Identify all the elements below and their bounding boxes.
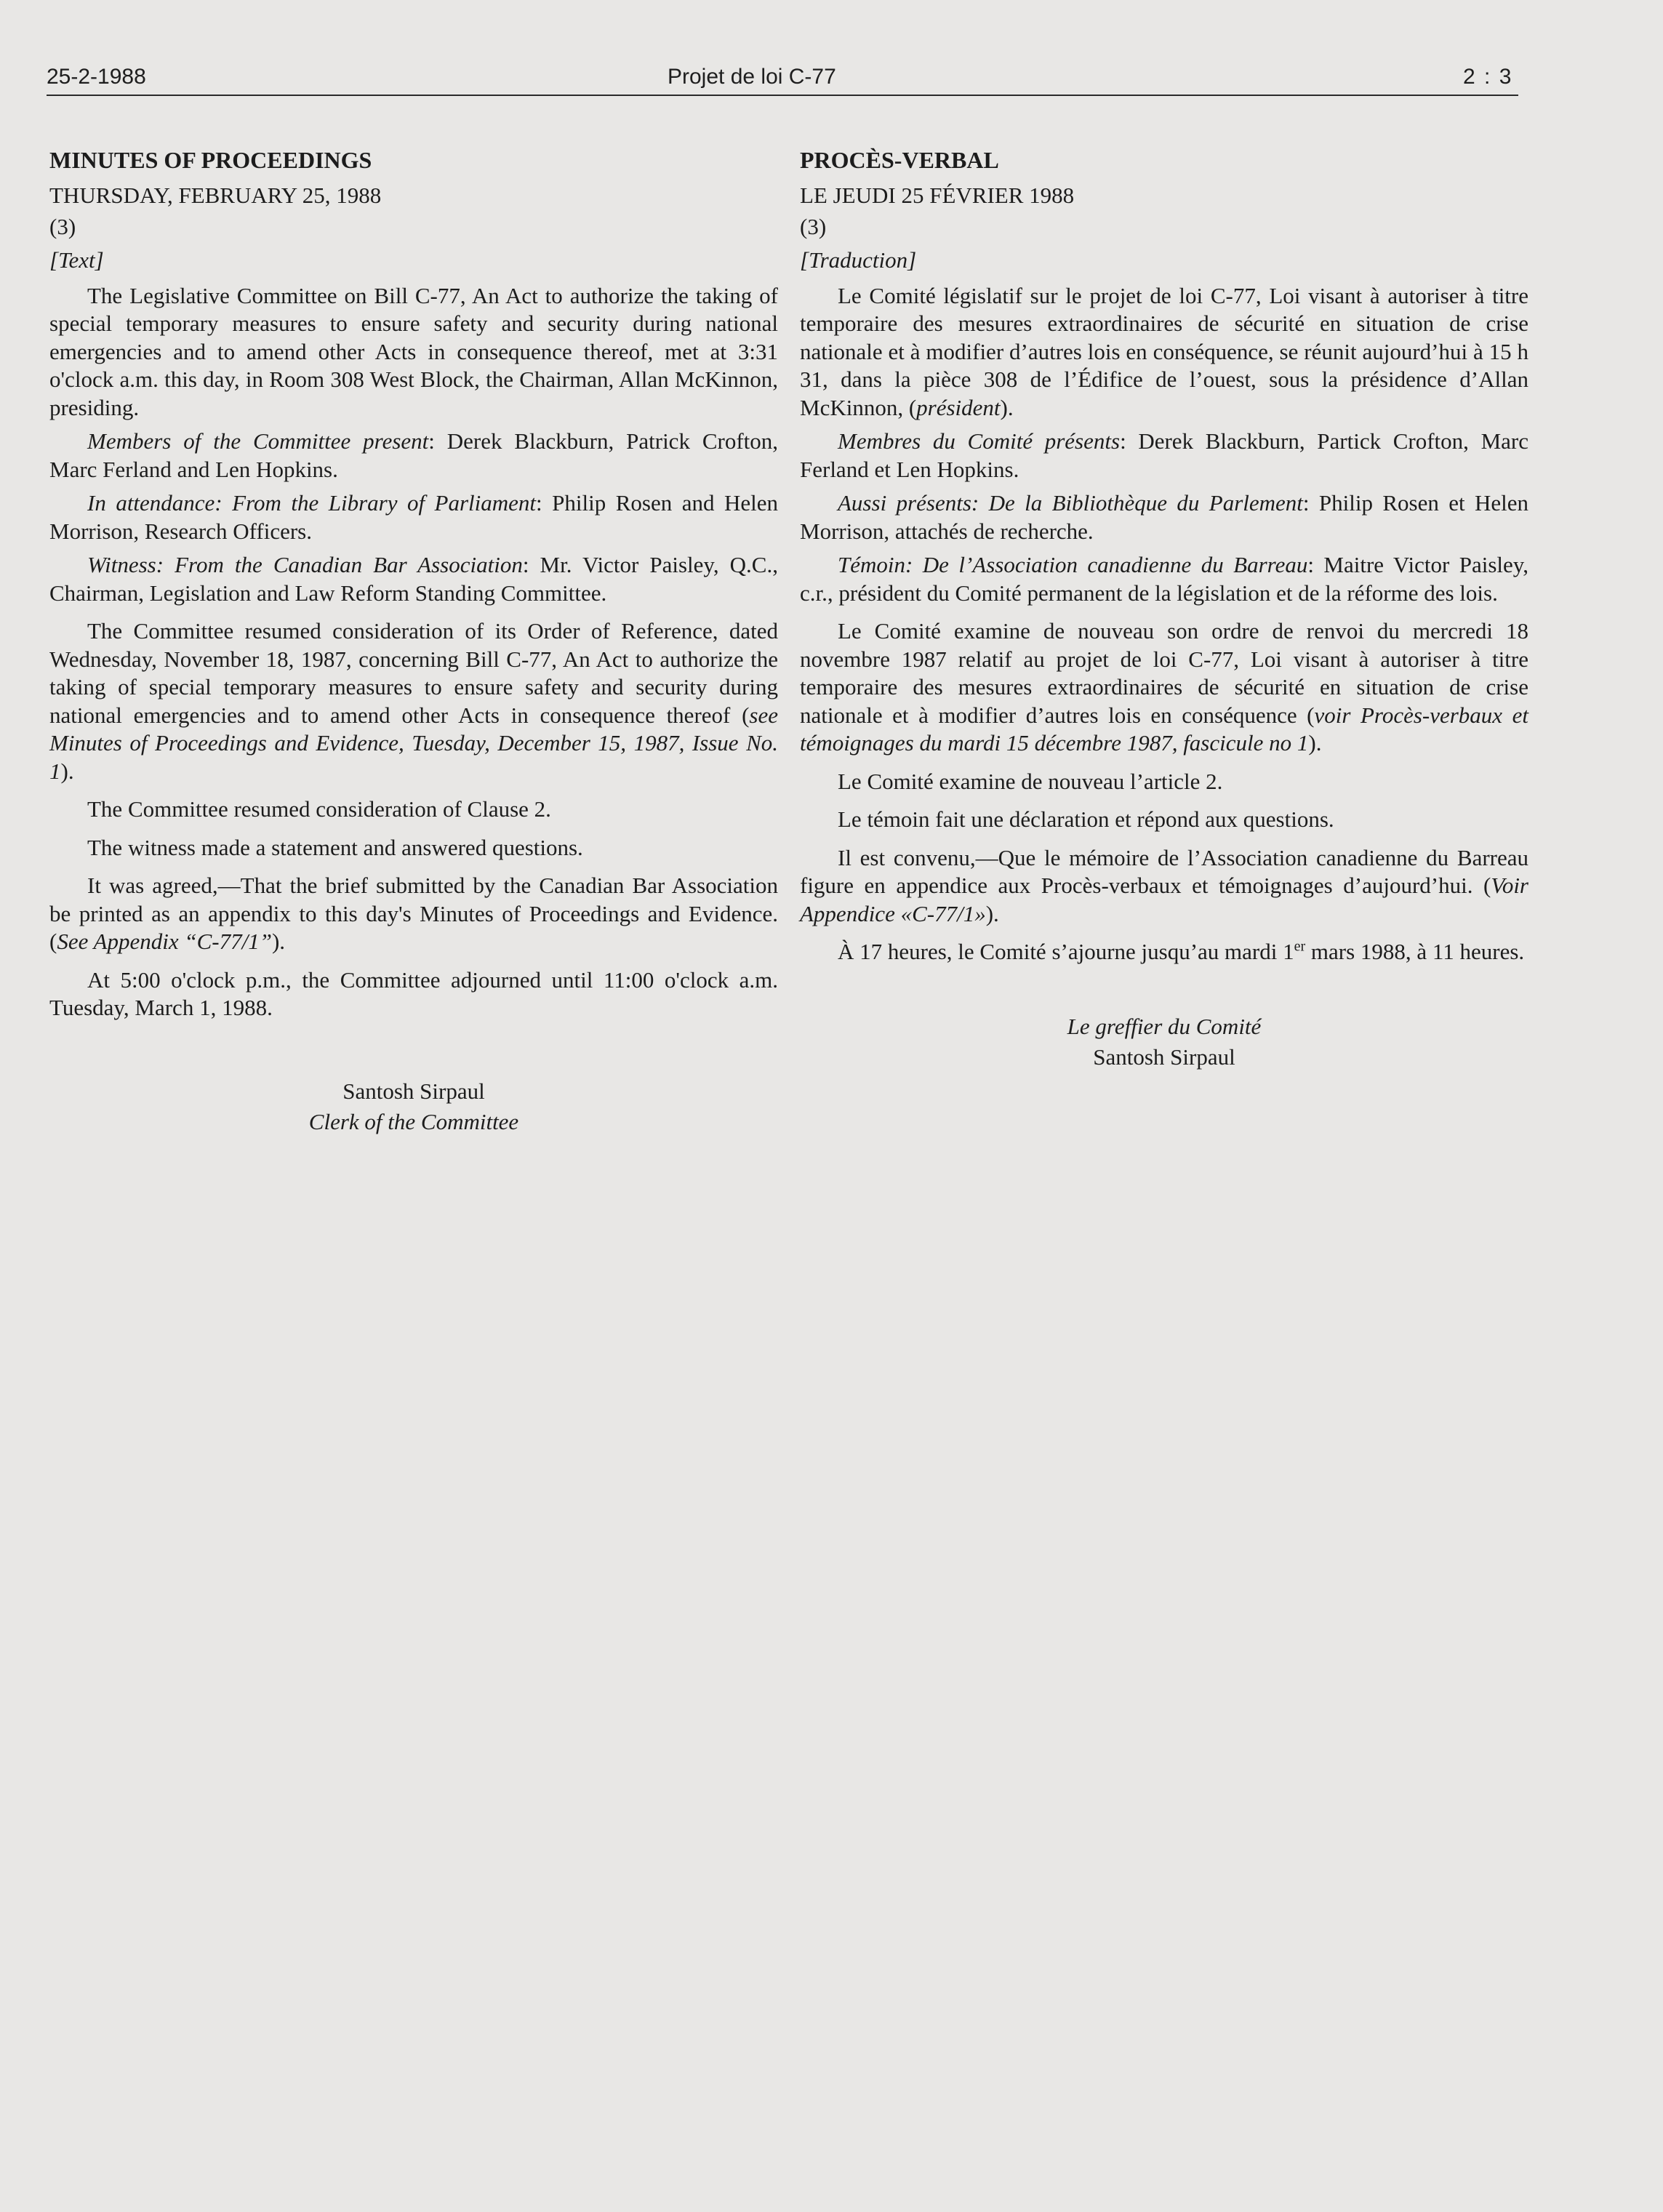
en-date-line: THURSDAY, FEBRUARY 25, 1988 xyxy=(49,183,382,208)
en-text-tag: [Text] xyxy=(49,247,104,273)
en-attendance-text: : Philip Rosen and Helen Morrison, Research Officers. xyxy=(49,490,778,544)
en-paragraph-witness xyxy=(49,551,778,607)
fr-paragraph-witness-statement: Le témoin fait une déclaration et répond aux questions. xyxy=(838,806,1334,832)
fr-order-text: Le Comité examine de nouveau son ordre de renvoi du mercredi 18 novembre 1987 relatif au projet de loi C-77, Loi visant à autoriser à titre temporaire des mesures extraordinaires de sécurité en situation de crise nationale et à modifier d’autres lois en conséquence ( xyxy=(800,618,1528,728)
fr-adjourned-text: À 17 heures, le Comité s’ajourne jusqu’au mardi 1 xyxy=(838,939,1294,964)
header-page-number: 2 : 3 xyxy=(1463,65,1513,89)
header-rule xyxy=(47,95,1518,96)
header-title: Projet de loi C-77 xyxy=(668,65,836,89)
en-paragraph-members xyxy=(49,428,778,484)
fr-paragraph-members xyxy=(800,428,1528,484)
fr-agreed-end: ). xyxy=(985,900,999,926)
english-column xyxy=(49,145,778,1137)
fr-paragraph-attendance xyxy=(800,489,1528,545)
fr-meeting-text: Le Comité législatif sur le projet de loi C-77, Loi visant à autoriser à titre temporaire des mesures extraordinaires de sécurité en situation de crise nationale et à modifier d’autres lois en conséquence, se réunit aujourd’hui à 15 h 31, dans la pièce 308 de l’Édifice de l’ouest, sous la présidence d’Allan McKinnon, ( xyxy=(800,282,1528,420)
en-attendance-label: In attendance: From the Library of Parliament xyxy=(87,490,537,516)
en-signer-role: Clerk of the Committee xyxy=(308,1108,519,1134)
en-witness-label: Witness: From the Canadian Bar Association xyxy=(87,552,523,577)
en-heading: MINUTES OF PROCEEDINGS xyxy=(49,147,372,173)
fr-attendance-label: Aussi présents: De la Bibliothèque du Parlement xyxy=(838,490,1303,516)
en-paragraph-order xyxy=(49,617,778,785)
en-order-reference: see Minutes of Proceedings and Evidence, Tuesday, December 15, 1987, Issue No. 1 xyxy=(49,702,778,784)
fr-adjourned-end: mars 1988, à 11 heures. xyxy=(1305,939,1525,964)
fr-members-text: : Derek Blackburn, Partick Crofton, Marc Ferland et Len Hopkins. xyxy=(800,428,1528,482)
en-agreed-appendix: See Appendix “C-77/1” xyxy=(57,929,272,954)
fr-agreed-text: Il est convenu,—Que le mémoire de l’Association canadienne du Barreau figure en appendice aux Procès-verbaux et témoignages d’aujourd’hui. ( xyxy=(800,844,1528,898)
fr-meeting-role: président xyxy=(916,394,1001,420)
fr-attendance-text: : Philip Rosen et Helen Morrison, attachés de recherche. xyxy=(800,490,1528,544)
en-order-text: The Committee resumed consideration of its Order of Reference, dated Wednesday, November 18, 1987, concerning Bill C-77, An Act to authorize the taking of special temporary measures to ensure safety and security during national emergencies and to amend other Acts in consequence thereof ( xyxy=(49,618,778,728)
en-agreed-end: ). xyxy=(271,929,286,954)
fr-agreed-appendix: Voir Appendice «C-77/1» xyxy=(800,873,1528,926)
fr-paragraph-adjourned xyxy=(800,938,1528,966)
header-date: 25-2-1988 xyxy=(47,65,146,89)
en-paragraph-meeting: The Legislative Committee on Bill C-77, An Act to authorize the taking of special temporary measures to ensure safety and security during national emergencies and to amend other Acts in consequence thereof, met at 3:31 o'clock a.m. this day, in Room 308 West Block, the Chairman, Allan McKinnon, presiding. xyxy=(49,282,778,420)
en-agreed-text: It was agreed,—That the brief submitted by the Canadian Bar Association be printed as an appendix to this day's Minutes of Proceedings and Evidence. ( xyxy=(49,873,778,954)
french-column xyxy=(800,145,1528,1073)
en-paragraph-agreed xyxy=(49,872,778,956)
en-paragraph-clause: The Committee resumed consideration of Clause 2. xyxy=(87,796,551,822)
en-meeting-number: (3) xyxy=(49,213,76,239)
fr-date-line: LE JEUDI 25 FÉVRIER 1988 xyxy=(800,183,1075,208)
fr-paragraph-order xyxy=(800,617,1528,758)
en-signer-name: Santosh Sirpaul xyxy=(342,1078,485,1104)
fr-paragraph-witness xyxy=(800,551,1528,607)
en-signature-block xyxy=(49,1076,778,1137)
en-paragraph-attendance xyxy=(49,489,778,545)
fr-paragraph-agreed xyxy=(800,844,1528,929)
en-members-label: Members of the Committee present xyxy=(87,428,429,454)
fr-paragraph-clause: Le Comité examine de nouveau l’article 2. xyxy=(838,768,1223,794)
en-paragraph-adjourned: At 5:00 o'clock p.m., the Committee adjourned until 11:00 o'clock a.m. Tuesday, March 1, 1988. xyxy=(49,966,778,1020)
fr-order-end: ). xyxy=(1308,730,1322,756)
fr-order-reference: voir Procès-verbaux et témoignages du mardi 15 décembre 1987, fascicule no 1 xyxy=(800,702,1528,756)
fr-witness-label: Témoin: De l’Association canadienne du Barreau xyxy=(838,552,1308,577)
fr-signer-name: Santosh Sirpaul xyxy=(1093,1043,1235,1070)
fr-paragraph-meeting xyxy=(800,282,1528,422)
en-witness-text: : Mr. Victor Paisley, Q.C., Chairman, Legislation and Law Reform Standing Committee. xyxy=(49,552,778,606)
fr-heading: PROCÈS-VERBAL xyxy=(800,147,999,173)
en-order-end: ). xyxy=(60,758,74,784)
fr-text-tag: [Traduction] xyxy=(800,247,917,273)
fr-meeting-end: ). xyxy=(1000,394,1014,420)
fr-witness-text: : Maitre Victor Paisley, c.r., président du Comité permanent de la législation et de la réforme des lois. xyxy=(800,552,1528,606)
en-members-text: : Derek Blackburn, Patrick Crofton, Marc Ferland and Len Hopkins. xyxy=(49,428,779,482)
fr-members-label: Membres du Comité présents xyxy=(838,428,1121,454)
fr-signature-block xyxy=(800,1011,1528,1073)
en-paragraph-witness-statement: The witness made a statement and answered questions. xyxy=(87,834,583,860)
fr-meeting-number: (3) xyxy=(800,213,827,239)
fr-adjourned-superscript: er xyxy=(1294,938,1306,955)
fr-signer-role: Le greffier du Comité xyxy=(1067,1013,1262,1039)
